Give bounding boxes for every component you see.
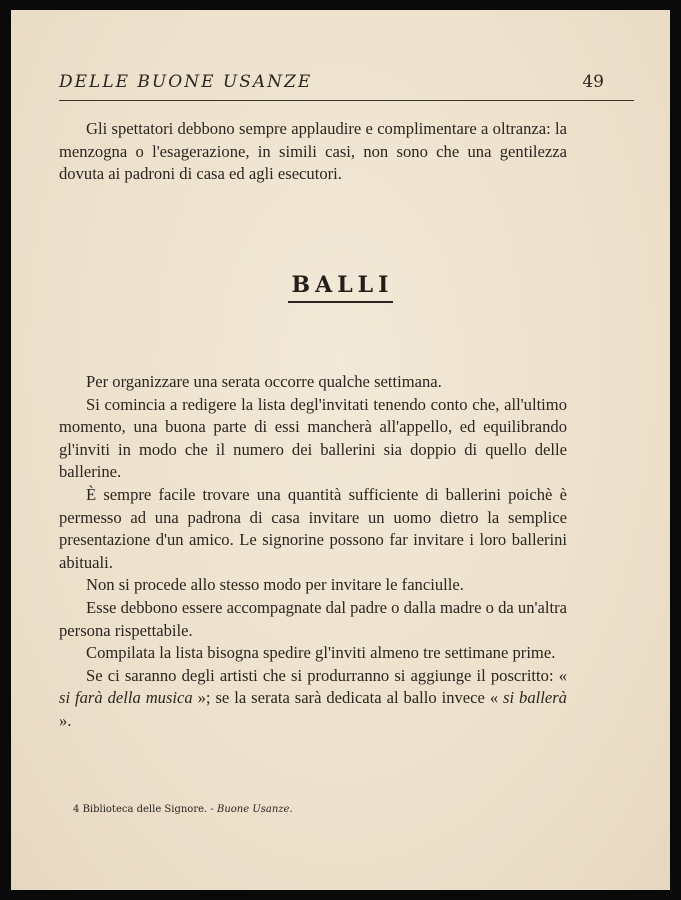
paragraph-7-end: ». [59, 710, 72, 730]
signature-mark: 4 [73, 804, 80, 815]
book-page [11, 10, 670, 890]
page-number: 49 [582, 72, 604, 92]
footer-volume: Buone Usanze. [216, 804, 293, 815]
footer-separator: - [207, 804, 217, 815]
paragraph-7-italic-music: si farà della musica [59, 688, 193, 708]
page-header [59, 70, 634, 101]
intro-text [59, 118, 567, 186]
paragraph-7-mid: »; se la serata sarà dedicata al ballo invece « [192, 688, 504, 708]
paragraph-5: Esse debbono essere accompagnate dal padre o dalla madre o da un'altra persona rispettabile. [59, 597, 567, 640]
paragraph-7 [59, 665, 567, 733]
paragraph-7-start: Se ci saranno degli artisti che si produrranno si aggiunge il poscritto: « [86, 665, 567, 685]
section-heading [11, 272, 670, 303]
section-body [59, 371, 567, 733]
paragraph-4: Non si procede allo stesso modo per invitare le fanciulle. [86, 575, 464, 595]
footer-series: Biblioteca delle Signore. [82, 804, 208, 815]
page-footer [73, 804, 293, 815]
running-title: DELLE BUONE USANZE [59, 72, 313, 92]
intro-paragraph: Gli spettatori debbono sempre applaudire e complimentare a oltranza: la menzogna o l'esagerazione, in simili casi, non sono che una gentilezza dovuta ai padroni di casa ed agli esecutori. [59, 119, 567, 184]
paragraph-2: Si comincia a redigere la lista degl'invitati tenendo conto che, all'ultimo momento, una buona parte di essi mancherà all'appello, ed equilibrando gl'inviti in modo che il numero dei ballerini sia doppio di quello delle ballerine. [59, 394, 567, 482]
section-title: BALLI [288, 272, 394, 303]
paragraph-7-italic-dance: si ballerà [503, 688, 567, 708]
paragraph-3: È sempre facile trovare una quantità sufficiente di ballerini poichè è permesso ad una padrona di casa invitare un uomo dietro la semplice presentazione d'un amico. Le signorine possono far invitare i loro ballerini abituali. [59, 484, 567, 572]
paragraph-1: Per organizzare una serata occorre qualche settimana. [86, 372, 442, 391]
paragraph-6: Compilata la lista bisogna spedire gl'inviti almeno tre settimane prime. [86, 643, 556, 663]
